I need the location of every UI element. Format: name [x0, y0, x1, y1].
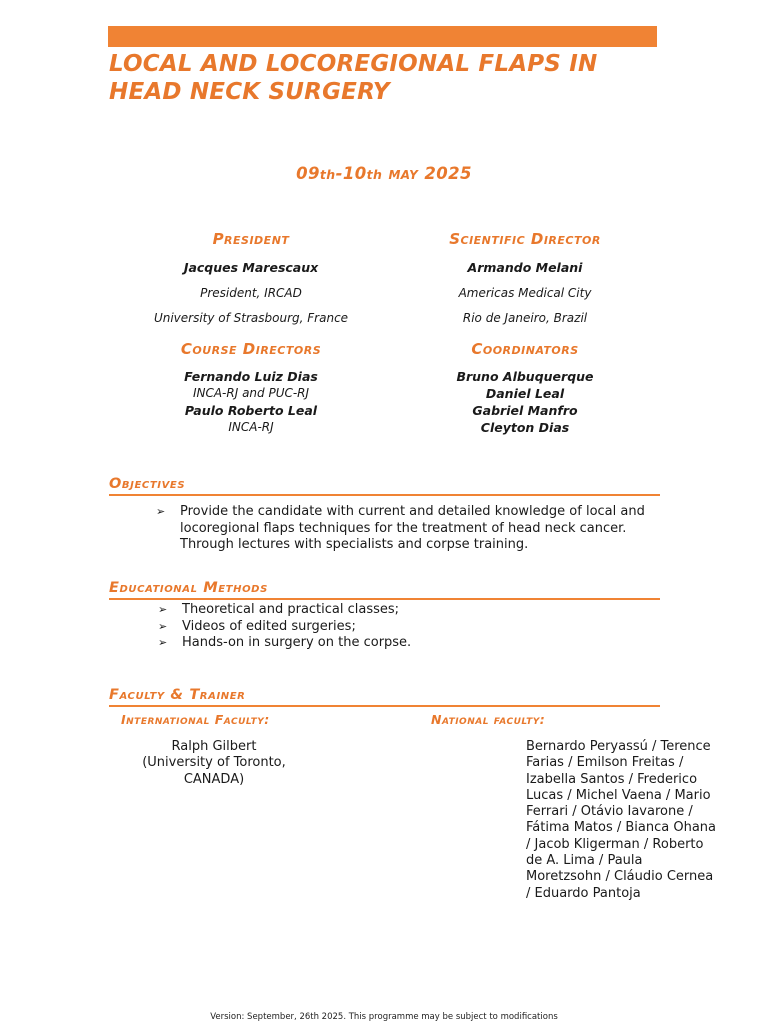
method-text: Videos of edited surgeries;	[182, 618, 356, 634]
educational-methods-list	[158, 602, 652, 652]
president-heading: President	[212, 230, 290, 248]
scientific-director-heading: Scientific Director	[449, 230, 601, 248]
president-name: Jacques Marescaux	[183, 260, 319, 275]
objectives-heading: Objectives	[109, 475, 660, 496]
method-item	[158, 618, 652, 636]
coordinators-heading: Coordinators	[471, 340, 579, 358]
method-text: Hands-on in surgery on the corpse.	[182, 635, 412, 650]
national-faculty-list: Bernardo Peryassú / Terence Farias / Emilson Freitas / Izabella Santos / Frederico Lucas / Michel Vaena / Mario Ferrari / Otávio Iavarone / Fátima Matos / Bianca Ohana / Jacob Kligerman / Roberto de A. Lima / Paula Moretzsohn / Cláudio Cernea / Eduardo Pantoja	[526, 739, 716, 901]
course-director-affiliation-2: INCA-RJ	[228, 420, 274, 434]
educational-methods-heading: Educational Methods	[109, 579, 660, 600]
course-director-name-2: Paulo Roberto Leal	[184, 403, 318, 418]
course-director-name-1: Fernando Luiz Dias	[184, 369, 318, 384]
objectives-list	[156, 504, 655, 554]
course-directors-block	[111, 339, 391, 436]
national-faculty-heading: National faculty:	[431, 712, 546, 727]
header-color-bar	[108, 26, 657, 47]
course-director-affiliation-1: INCA-RJ and PUC-RJ	[192, 386, 310, 400]
method-text: Theoretical and practical classes;	[182, 602, 400, 617]
date-suffix-end: th	[366, 167, 383, 182]
date-suffix-start: th	[319, 167, 336, 182]
objectives-item	[156, 504, 655, 554]
date-day-end: -10	[335, 164, 367, 183]
coordinator-name: Gabriel Manfro	[472, 403, 578, 418]
international-faculty-list: Ralph Gilbert (University of Toronto, CANADA)	[142, 739, 286, 787]
date-month-year: may 2025	[382, 164, 472, 183]
scientific-director-affiliation-2: Rio de Janeiro, Brazil	[462, 311, 588, 325]
coordinators-block	[385, 339, 665, 436]
scientific-director-affiliation-1: Americas Medical City	[458, 286, 592, 300]
scientific-director-name: Armando Melani	[467, 260, 583, 275]
coordinator-name: Bruno Albuquerque	[456, 369, 594, 384]
arrow-bullet-icon: ➢	[158, 619, 168, 633]
president-affiliation-2: University of Strasbourg, France	[153, 311, 349, 325]
arrow-bullet-icon: ➢	[158, 603, 168, 616]
page-title: LOCAL AND LOCOREGIONAL FLAPS IN HEAD NECK SURGERY	[109, 51, 598, 105]
objectives-text: Provide the candidate with current and detailed knowledge of local and locoregional flaps techniques for the treatment of head neck cancer. Through lectures with specialists and corpse training.	[180, 504, 645, 552]
president-block	[111, 229, 391, 327]
arrow-bullet-icon: ➢	[156, 505, 166, 518]
coordinator-name: Daniel Leal	[485, 386, 565, 401]
scientific-director-block	[385, 229, 665, 327]
president-affiliation-1: President, IRCAD	[200, 286, 302, 300]
version-footer: Version: September, 26th 2025. This programme may be subject to modifications	[210, 1012, 558, 1022]
arrow-bullet-icon: ➢	[158, 636, 168, 649]
course-directors-heading: Course Directors	[180, 340, 322, 358]
method-item	[158, 602, 652, 619]
method-item	[158, 635, 652, 652]
date-day-start: 09	[296, 164, 320, 183]
event-date	[0, 164, 768, 183]
faculty-heading: Faculty & Trainer	[109, 686, 660, 707]
coordinator-name: Cleyton Dias	[480, 420, 570, 435]
international-faculty-heading: International Faculty:	[121, 712, 270, 727]
